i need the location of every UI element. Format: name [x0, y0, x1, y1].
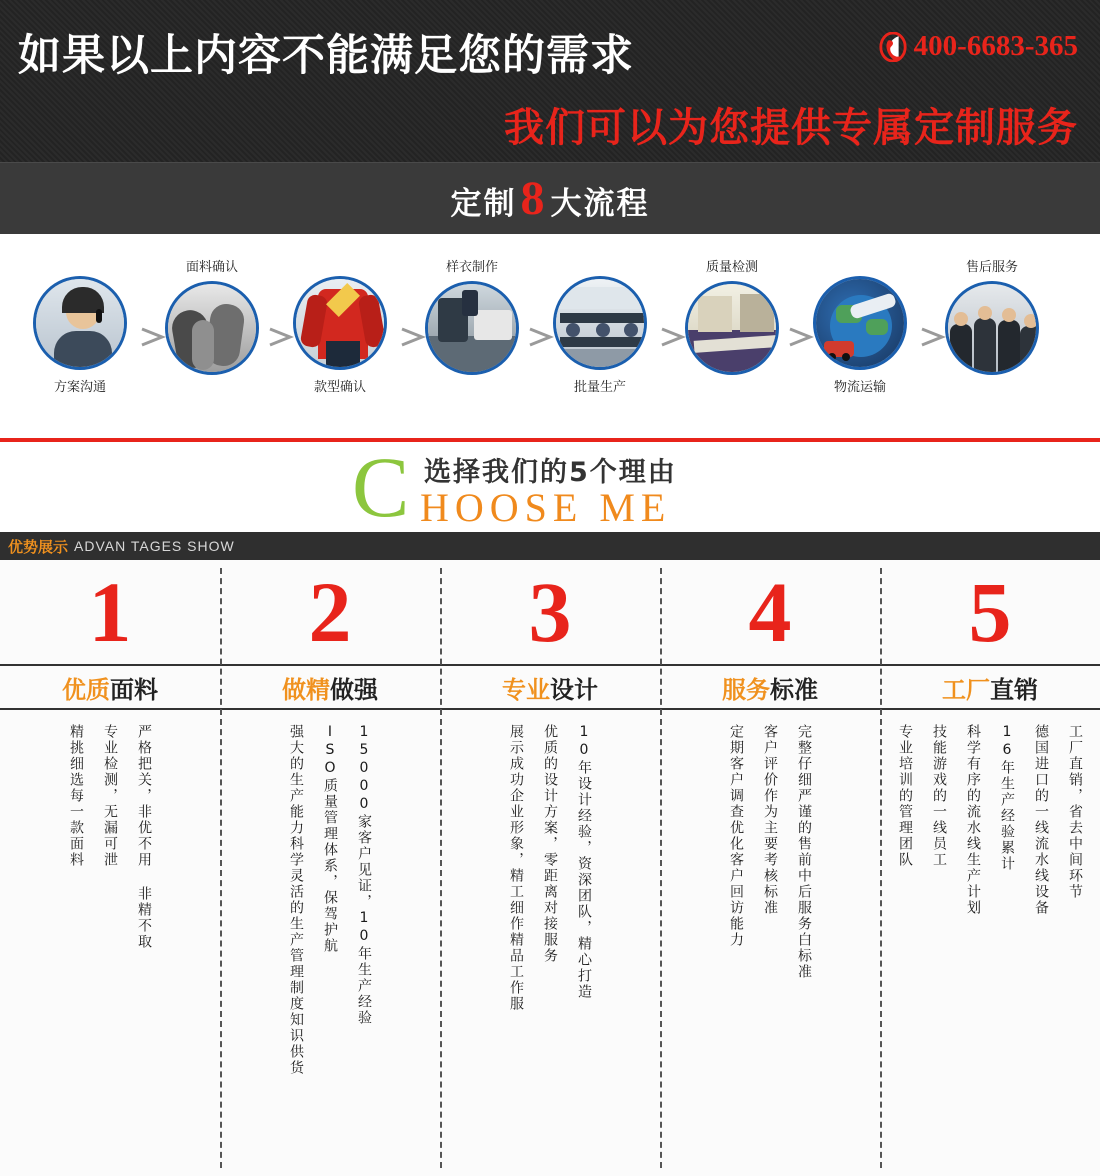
process-step-2-image [165, 281, 259, 375]
process-step-7-image [813, 276, 907, 370]
reason-title [0, 664, 220, 710]
reason-item: 15000家客户见证，10年生产经验 [356, 724, 372, 1026]
process-title [450, 171, 650, 225]
choose-me-english: HOOSE ME [420, 485, 672, 530]
reason-title [880, 664, 1100, 710]
reason-items [440, 710, 660, 1174]
process-title-number: 8 [520, 171, 547, 225]
reason-item: 专业培训的管理团队 [897, 724, 913, 868]
reason-items [220, 710, 440, 1174]
reason-title-rest: 设计 [550, 675, 598, 704]
reason-column-4 [660, 560, 880, 1176]
reason-column-1 [0, 560, 220, 1176]
reason-item: 10年设计经验，资深团队，精心打造 [576, 724, 592, 1000]
choose-me-chinese: 选择我们的5个理由 [424, 457, 677, 488]
process-step-7-label: 物流运输 [833, 380, 886, 395]
reason-title [660, 664, 880, 710]
process-step-1-label: 方案沟通 [53, 380, 106, 395]
process-title-suffix: 大流程 [550, 185, 650, 222]
reason-item: 专业检测，无漏可泄 [102, 724, 118, 868]
process-step-6-image [685, 281, 779, 375]
reasons-grid [0, 560, 1100, 1176]
phone-icon [878, 32, 908, 62]
process-step-2 [160, 256, 264, 375]
reason-number: 3 [528, 564, 572, 660]
phone-block [878, 30, 1078, 63]
reason-title-rest: 直销 [990, 675, 1038, 704]
reason-title-rest: 面料 [110, 675, 158, 704]
process-step-4 [420, 256, 524, 375]
process-title-prefix: 定制 [450, 185, 517, 222]
reason-item: 展示成功企业形象，精工细作精品工作服 [508, 724, 524, 1012]
process-steps [0, 234, 1100, 442]
process-step-4-image [425, 281, 519, 375]
choose-me-banner [0, 442, 1100, 532]
reason-item: 严格把关，非优不用 非精不取 [136, 724, 152, 950]
reason-title-rest: 做强 [330, 675, 378, 704]
reason-number: 4 [748, 564, 792, 660]
process-step-3 [288, 276, 392, 395]
process-step-5-label: 批量生产 [573, 380, 626, 395]
reason-column-2 [220, 560, 440, 1176]
process-step-3-label: 款型确认 [313, 380, 366, 395]
reason-item: 技能游戏的一线员工 [931, 724, 947, 868]
reason-item: 完整仔细严谨的售前中后服务白标准 [796, 724, 812, 980]
reason-number: 1 [88, 564, 132, 660]
reason-items [880, 710, 1100, 1174]
reason-item: 强大的生产能力科学灵活的生产管理制度知识供货 [288, 724, 304, 1076]
reason-title-highlight: 工厂 [942, 675, 990, 704]
process-step-4-label: 样衣制作 [445, 260, 498, 275]
phone-number: 400-6683-365 [913, 30, 1078, 62]
reason-column-5 [880, 560, 1100, 1176]
process-step-2-label: 面料确认 [185, 260, 238, 275]
reason-item: 16年生产经验累计 [999, 724, 1015, 872]
header-headline-1: 如果以上内容不能满足您的需求 [18, 31, 634, 81]
process-step-5-image [553, 276, 647, 370]
process-step-8-image [945, 281, 1039, 375]
reason-item: 定期客户调查优化客户回访能力 [728, 724, 744, 948]
reason-title-highlight: 优质 [62, 675, 110, 704]
advantage-bar-english: ADVAN TAGES SHOW [74, 538, 235, 554]
reason-number: 5 [968, 564, 1012, 660]
reason-title [220, 664, 440, 710]
reason-items [660, 710, 880, 1174]
reason-title [440, 664, 660, 710]
header-headline-2: 我们可以为您提供专属定制服务 [504, 105, 1078, 151]
reason-item: 德国进口的一线流水线设备 [1033, 724, 1049, 916]
process-step-1 [28, 276, 132, 395]
reason-item: 科学有序的流水线生产计划 [965, 724, 981, 916]
process-step-8-label: 售后服务 [965, 260, 1018, 275]
reason-item: ISO质量管理体系，保驾护航 [322, 724, 338, 954]
reason-number: 2 [308, 564, 352, 660]
advantage-bar-chinese: 优势展示 [8, 537, 69, 556]
reason-item: 精挑细选每一款面料 [68, 724, 84, 868]
process-step-5 [548, 276, 652, 395]
reason-item: 优质的设计方案，零距离对接服务 [542, 724, 558, 964]
promo-header [0, 0, 1100, 162]
choose-me-initial: C [352, 442, 410, 532]
reason-item: 工厂直销，省去中间环节 [1067, 724, 1083, 900]
reason-column-3 [440, 560, 660, 1176]
reason-item: 客户评价作为主要考核标准 [762, 724, 778, 916]
advantage-bar [0, 532, 1100, 560]
reason-title-highlight: 做精 [282, 675, 330, 704]
process-step-6-label: 质量检测 [705, 260, 758, 275]
process-step-3-image [293, 276, 387, 370]
process-step-8 [940, 256, 1044, 375]
reason-title-highlight: 服务 [722, 675, 770, 704]
process-step-6 [680, 256, 784, 375]
reason-items [0, 710, 220, 1174]
reason-title-highlight: 专业 [502, 675, 550, 704]
process-step-7 [808, 276, 912, 395]
reason-title-rest: 标准 [770, 675, 818, 704]
process-title-bar [0, 162, 1100, 234]
process-step-1-image [33, 276, 127, 370]
